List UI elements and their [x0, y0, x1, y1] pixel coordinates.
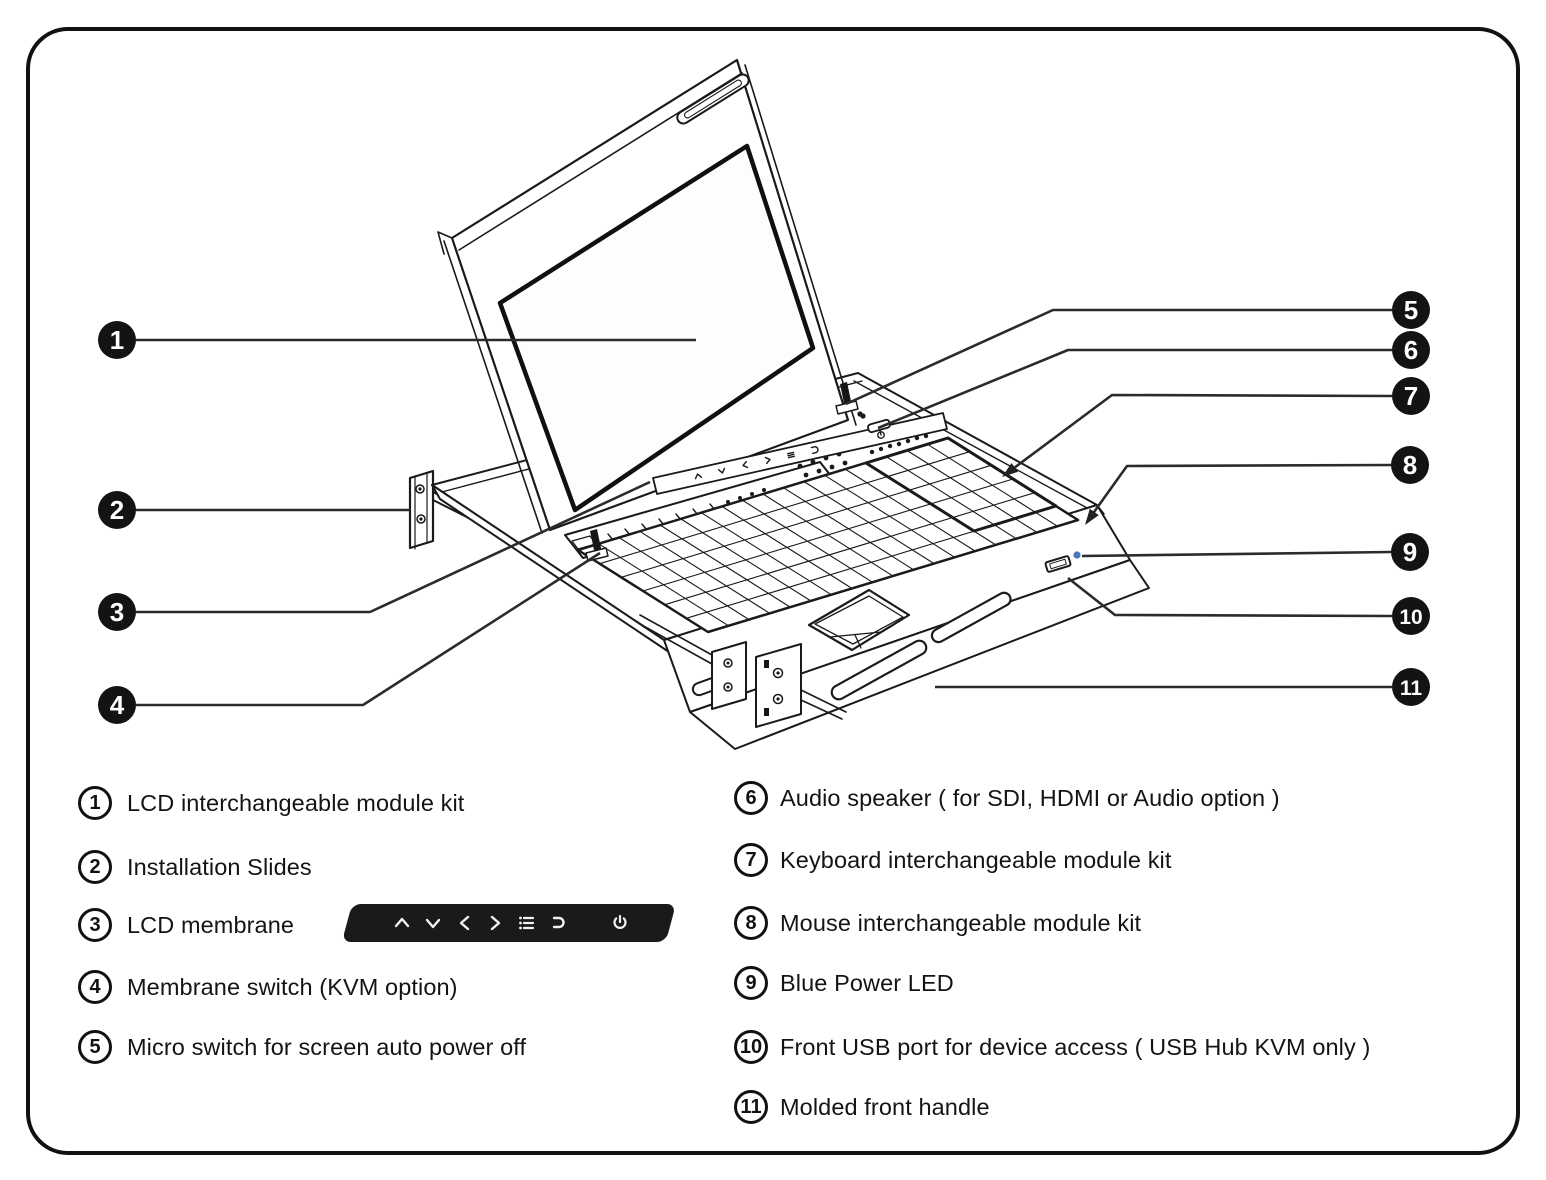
legend-badge-2: 2: [78, 850, 112, 884]
callout-marker-4: [98, 686, 136, 724]
callout-marker-1: [98, 321, 136, 359]
callout-number: 6: [1403, 335, 1419, 365]
callout-marker-2: [98, 491, 136, 529]
callout-number: 4: [109, 690, 125, 720]
legend-label-5: Micro switch for screen auto power off: [127, 1033, 527, 1060]
legend-item-7: [734, 839, 1172, 881]
legend-item-9: [734, 962, 954, 1004]
callout-number: 7: [1403, 381, 1419, 411]
return-icon: [547, 912, 569, 934]
callout-number: 5: [1403, 295, 1419, 325]
leader-9: [1082, 552, 1391, 556]
callout-number: 1: [109, 325, 125, 355]
callout-number: 9: [1402, 537, 1418, 567]
legend-badge-8: 8: [734, 906, 768, 940]
leader-8: [1089, 465, 1392, 519]
legend-item-4: [78, 966, 458, 1008]
legend-badge-5: 5: [78, 1030, 112, 1064]
legend-label-6: Audio speaker ( for SDI, HDMI or Audio option ): [780, 784, 1280, 811]
legend-badge-3: 3: [78, 908, 112, 942]
legend-item-6: [734, 777, 1280, 819]
legend-badge-9: 9: [734, 966, 768, 1000]
leader-7: [1006, 395, 1392, 474]
callout-marker-5: [1392, 291, 1430, 329]
callout-number: 3: [109, 597, 125, 627]
callout-marker-8: [1391, 446, 1429, 484]
callout-number: 2: [109, 495, 125, 525]
legend-item-1: [78, 782, 464, 824]
legend-label-10: Front USB port for device access ( USB Hub KVM only ): [780, 1033, 1371, 1060]
legend-item-5: [78, 1026, 526, 1068]
leader-4: [136, 553, 600, 705]
callout-marker-9: [1391, 533, 1429, 571]
callout-number: 11: [1399, 677, 1423, 700]
legend-label-11: Molded front handle: [780, 1093, 990, 1120]
menu-icon: [516, 912, 538, 934]
callout-number: 8: [1402, 450, 1418, 480]
legend-label-2: Installation Slides: [127, 853, 312, 880]
legend-badge-7: 7: [734, 843, 768, 877]
leader-6: [878, 350, 1392, 428]
right-arrow-icon: [484, 912, 506, 934]
legend-badge-1: 1: [78, 786, 112, 820]
legend-label-3: LCD membrane: [127, 911, 295, 938]
legend-badge-10: 10: [734, 1030, 768, 1064]
left-arrow-icon: [454, 912, 476, 934]
legend-label-1: LCD interchangeable module kit: [127, 789, 465, 816]
legend-item-11: [734, 1086, 990, 1128]
callout-marker-11: [1392, 668, 1430, 706]
callout-marker-3: [98, 593, 136, 631]
power-led: [1073, 551, 1080, 558]
power-icon: [609, 912, 631, 934]
legend-label-9: Blue Power LED: [780, 969, 954, 996]
lcd-membrane-bar-icons: [352, 904, 676, 942]
legend-item-10: [734, 1026, 1370, 1068]
callout-marker-6: [1392, 331, 1430, 369]
callout-marker-10: [1392, 597, 1430, 635]
legend-item-8: [734, 902, 1141, 944]
legend-label-7: Keyboard interchangeable module kit: [780, 846, 1172, 873]
callout-marker-7: [1392, 377, 1430, 415]
legend-label-4: Membrane switch (KVM option): [127, 973, 458, 1000]
down-arrow-icon: [422, 912, 444, 934]
callout-number: 10: [1399, 606, 1423, 629]
legend-badge-6: 6: [734, 781, 768, 815]
legend-badge-11: 11: [734, 1090, 768, 1124]
legend-item-2: [78, 846, 312, 888]
legend-label-8: Mouse interchangeable module kit: [780, 909, 1142, 936]
leader-5: [846, 310, 1392, 404]
legend-item-3: [78, 904, 294, 946]
legend-badge-4: 4: [78, 970, 112, 1004]
up-arrow-icon: [391, 912, 413, 934]
